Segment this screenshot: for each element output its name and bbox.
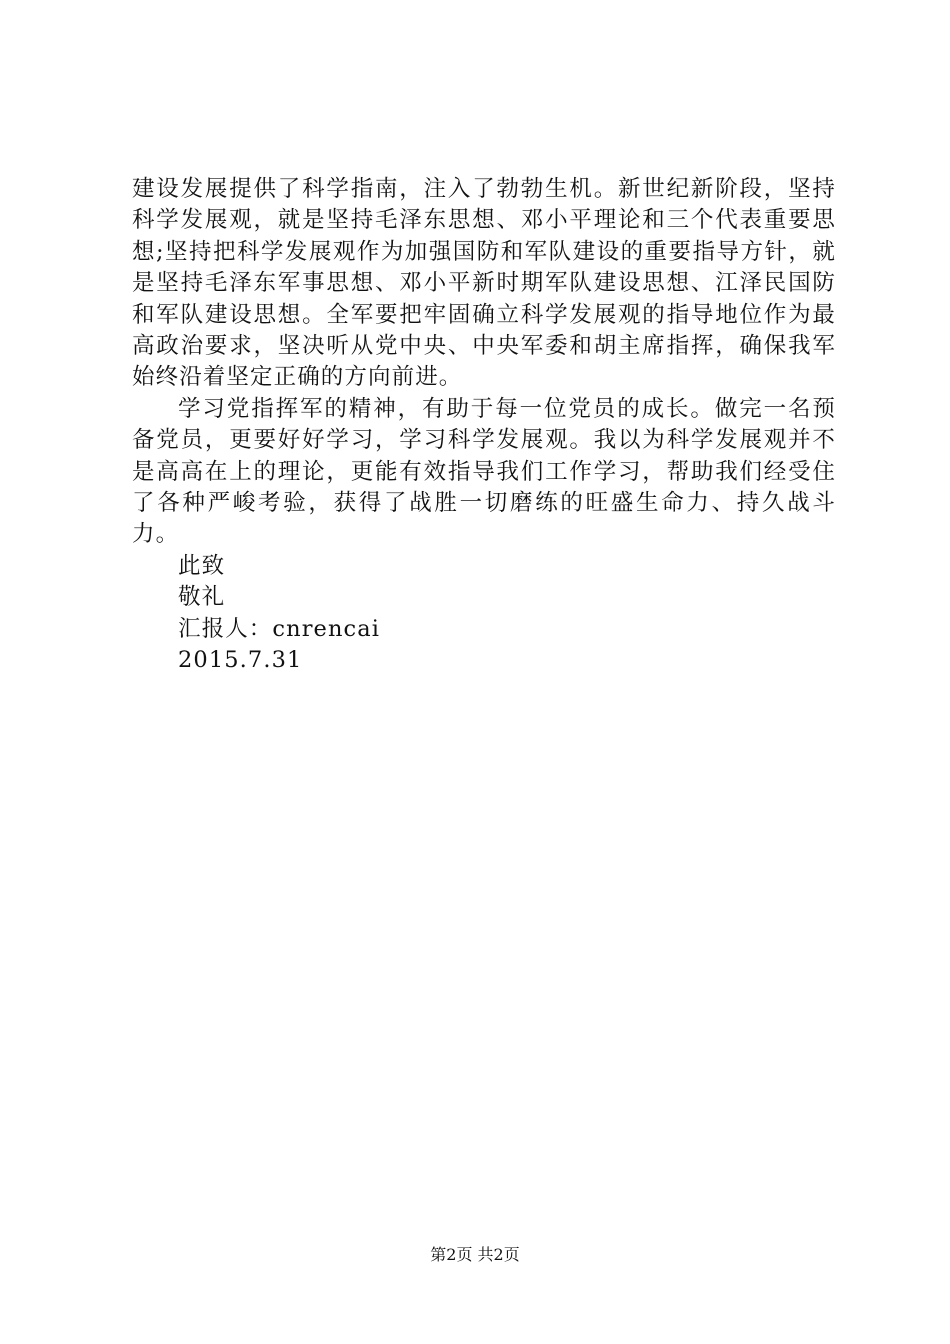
document-body: [132, 174, 836, 677]
report-date: 2015.7.31: [178, 647, 303, 674]
reporter-name: 汇报人：cnrencai: [178, 615, 381, 642]
page-footer: [0, 1245, 950, 1265]
closing-salutation-2: 敬礼: [178, 584, 226, 611]
paragraph-study: 学习党指挥军的精神，有助于每一位党员的成长。做完一名预备党员，更要好好学习，学习科学发展观。我以为科学发展观并不是高高在上的理论，更能有效指导我们工作学习，帮助我们经受住了各种严峻考验，获得了战胜一切磨练的旺盛生命力、持久战斗力。: [132, 395, 836, 548]
closing-salutation-1: 此致: [178, 552, 226, 579]
paragraph-continued: 建设发展提供了科学指南，注入了勃勃生机。新世纪新阶段，坚持科学发展观，就是坚持毛泽东思想、邓小平理论和三个代表重要思想;坚持把科学发展观作为加强国防和军队建设的重要指导方针，就是坚持毛泽东军事思想、邓小平新时期军队建设思想、江泽民国防和军队建设思想。全军要把牢固确立科学发展观的指导地位作为最高政治要求，坚决听从党中央、中央军委和胡主席指挥，确保我军始终沿着坚定正确的方向前进。: [132, 176, 836, 391]
page-number-indicator: 第2页 共2页: [430, 1245, 520, 1264]
